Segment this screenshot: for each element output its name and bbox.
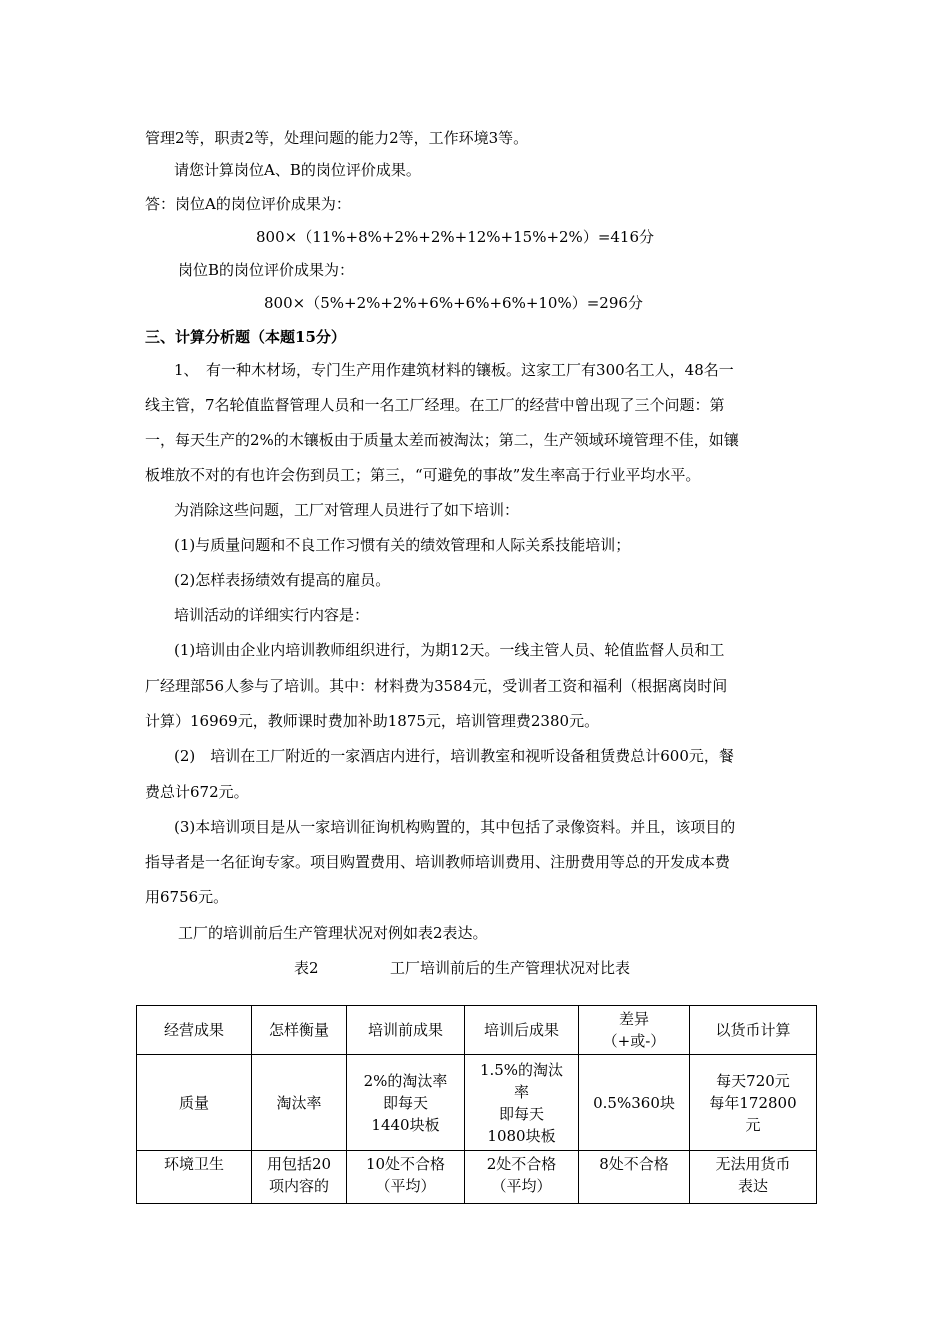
- cell-line: 元: [745, 1115, 761, 1134]
- list-item: (2) 培训在工厂附近的一家酒店内进行，培训教室和视听设备租赁费总计600元，餐: [174, 747, 734, 765]
- list-item: (2)怎样表扬绩效有提高的雇员。: [174, 571, 391, 589]
- cell-line: 1080块板: [487, 1126, 556, 1145]
- header-cell-line: 差异: [618, 1010, 649, 1028]
- cell-line: 即每天: [382, 1093, 428, 1112]
- cell-line: 表达: [737, 1177, 768, 1195]
- table-cell: [690, 1151, 817, 1204]
- paragraph-line: 管理2等，职责2等，处理问题的能力2等，工作环境3等。: [145, 129, 529, 147]
- cell-line: 1440块板: [371, 1115, 440, 1134]
- cell-line: 2处不合格: [486, 1155, 557, 1173]
- cell-line: 率: [513, 1082, 529, 1101]
- paragraph-line: 工厂的培训前后生产管理状况对例如表2表达。: [178, 924, 488, 942]
- comparison-table: [136, 1005, 817, 1204]
- table-cell: 0.5%360块: [579, 1055, 690, 1151]
- section-heading: 三、计算分析题（本题15分）: [145, 328, 346, 346]
- list-item: (1)培训由企业内培训教师组织进行，为期12天。一线主管人员、轮值监督人员和工: [174, 641, 725, 659]
- header-cell: 培训前成果: [347, 1006, 465, 1055]
- formula-b: 800×（5%+2%+2%+6%+6%+6%+10%）=296分: [264, 294, 643, 312]
- paragraph-line: 一，每天生产的2%的木镶板由于质量太差而被淘汰；第二，生产领域环境管理不佳，如镶: [145, 431, 739, 449]
- paragraph-line: 计算）16969元，教师课时费加补助1875元，培训管理费2380元。: [145, 712, 600, 730]
- paragraph-line: 培训活动的详细实行内容是：: [174, 606, 370, 624]
- cell-line: 无法用货币: [715, 1155, 791, 1173]
- paragraph-line: 指导者是一名征询专家。项目购置费用、培训教师培训费用、注册费用等总的开发成本费: [145, 853, 731, 871]
- paragraph-line: 用6756元。: [145, 888, 229, 906]
- header-cell: 以货币计算: [690, 1006, 817, 1055]
- paragraph-line: 厂经理部56人参与了培训。其中：材料费为3584元，受训者工资和福利（根据离岗时间: [145, 677, 728, 695]
- table-cell: 淘汰率: [252, 1055, 347, 1151]
- table-cell: [690, 1055, 817, 1151]
- cell-line: 每天720元: [716, 1071, 790, 1090]
- header-cell-line: （+或-）: [602, 1032, 666, 1050]
- cell-line: 即每天: [498, 1104, 544, 1123]
- cell-line: 用包括20: [266, 1155, 332, 1173]
- table-cell: [465, 1151, 579, 1204]
- paragraph-line: 线主管，7名轮值监督管理人员和一名工厂经理。在工厂的经营中曾出现了三个问题：第: [145, 396, 725, 414]
- table-row: [137, 1055, 817, 1151]
- answer-line: 答：岗位A的岗位评价成果为：: [145, 195, 351, 213]
- header-cell: 经营成果: [137, 1006, 252, 1055]
- cell-line: 10处不合格: [365, 1155, 446, 1173]
- table-cell: 8处不合格: [579, 1151, 690, 1204]
- list-item: (1)与质量问题和不良工作习惯有关的绩效管理和人际关系技能培训；: [174, 536, 631, 554]
- paragraph-line: 板堆放不对的有也许会伤到员工；第三，“可避免的事故”发生率高于行业平均水平。: [145, 466, 701, 484]
- table-cell: [252, 1151, 347, 1204]
- table-cell: [347, 1151, 465, 1204]
- cell-line: 2%的淘汰率: [363, 1071, 448, 1090]
- table-caption-number: 表2: [294, 959, 319, 977]
- header-cell: [579, 1006, 690, 1055]
- cell-line: 1.5%的淘汰: [479, 1060, 564, 1079]
- table-cell: 质量: [137, 1055, 252, 1151]
- paragraph-line: 费总计672元。: [145, 783, 249, 801]
- table-cell: [465, 1055, 579, 1151]
- formula-a: 800×（11%+8%+2%+2%+12%+15%+2%）=416分: [256, 228, 655, 246]
- table-cell: [347, 1055, 465, 1151]
- list-item: (3)本培训项目是从一家培训征询机构购置的，其中包括了录像资料。并且，该项目的: [174, 818, 736, 836]
- table-cell: 环境卫生: [137, 1151, 252, 1204]
- header-cell: 培训后成果: [465, 1006, 579, 1055]
- cell-line: 每年172800: [709, 1093, 797, 1112]
- cell-line: （平均）: [491, 1177, 552, 1195]
- table-caption-title: 工厂培训前后的生产管理状况对比表: [390, 959, 631, 977]
- cell-line: （平均）: [375, 1177, 436, 1195]
- answer-line: 岗位B的岗位评价成果为：: [178, 261, 355, 279]
- header-cell: 怎样衡量: [252, 1006, 347, 1055]
- paragraph-line: 请您计算岗位A、B的岗位评价成果。: [174, 161, 421, 179]
- paragraph-line: 1、 有一种木材场，专门生产用作建筑材料的镶板。这家工厂有300名工人，48名一: [174, 361, 734, 379]
- paragraph-line: 为消除这些问题，工厂对管理人员进行了如下培训：: [174, 501, 520, 519]
- cell-line: 项内容的: [268, 1177, 329, 1195]
- table-header-row: [137, 1006, 817, 1055]
- table-row: [137, 1151, 817, 1204]
